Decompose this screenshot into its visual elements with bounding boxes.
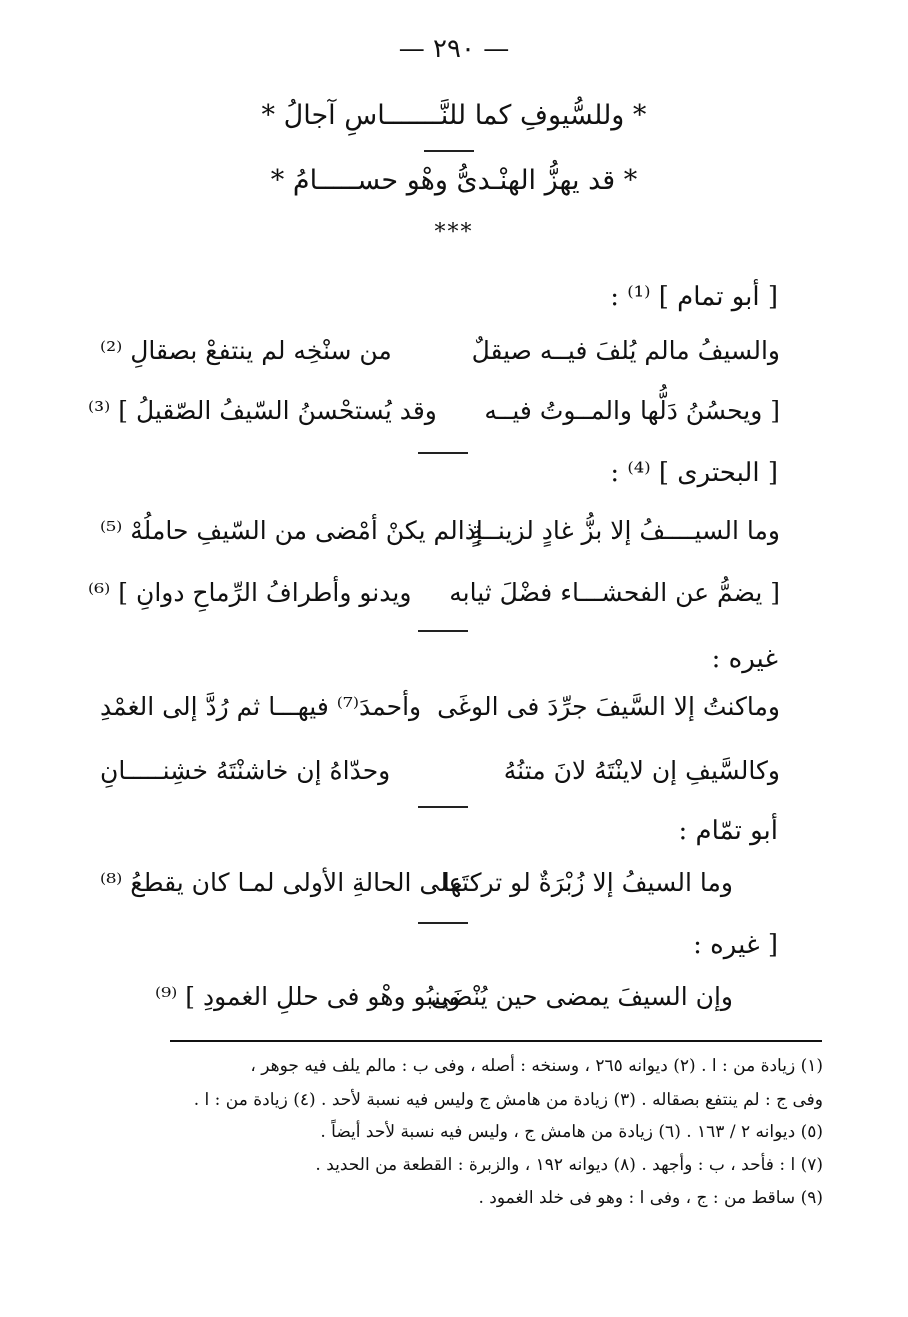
verse-5-second-hemistich: وأحمدَ⁽⁷⁾ فيهـــا ثم رُدَّ إلى الغمْدِ xyxy=(100,692,422,721)
page-number: — ٢٩٠ — xyxy=(398,34,510,64)
verse-3-second-hemistich: إذالم يكنْ أمْضى من السّيفِ حاملُهْ ⁽⁵⁾ xyxy=(100,516,483,545)
verse-2-first-hemistich: [ ويحسُنُ دَلُّها والمــوتُ فيــه xyxy=(484,396,780,425)
footnote-line-1: (١) زيادة من : ا . (٢) ديوانه ٢٦٥ ، وسنخه : أصله ، وفى ب : مالم يلف فيه جوهر ، xyxy=(250,1056,823,1076)
verse-8-second-hemistich: وينبُو وهْو فى حللِ الغمودِ ] ⁽⁹⁾ xyxy=(155,982,461,1011)
top-verse-line-2: * قد يهزُّ الهنْـدىُّ وهْو حســـــامُ * xyxy=(270,165,638,196)
section-heading-other: غيره : xyxy=(711,644,778,674)
verse-7-first-hemistich: وما السيفُ إلا زُبْرَةٌ لو تركتَها xyxy=(442,868,733,897)
verse-divider xyxy=(418,630,468,632)
verse-6-second-hemistich: وحدّاهُ إن خاشنْتَهُ خشِنـــــانِ xyxy=(100,756,391,785)
verse-2-second-hemistich: وقد يُستحْسنُ السّيفُ الصّقيلُ ] ⁽³⁾ xyxy=(88,396,437,425)
verse-6-first-hemistich: وكالسَّيفِ إن لاينْتَهُ لانَ متنُهُ xyxy=(503,756,780,785)
section-stars: *** xyxy=(434,220,474,245)
verse-1-first-hemistich: والسيفُ مالم يُلفَ فيــه صيقلٌ xyxy=(471,336,780,365)
verse-divider xyxy=(418,452,468,454)
footnote-line-2: وفى ج : لم ينتفع بصقاله . (٣) زيادة من هامش ج وليس فيه نسبة لأحد . (٤) زيادة من : ا . xyxy=(193,1090,823,1110)
section-heading-abu-tammam-2: أبو تمّام : xyxy=(678,816,778,846)
verse-4-first-hemistich: [ يضمُّ عن الفحشـــاء فضْلَ ثيابه xyxy=(449,578,780,607)
top-verse-line-1: * وللسُّيوفِ كما للنَّـــــــاسِ آجالُ * xyxy=(261,100,647,131)
verse-4-second-hemistich: ويدنو وأطرافُ الرِّماحِ دوانِ ] ⁽⁶⁾ xyxy=(88,578,412,607)
verse-3-first-hemistich: وما السيــــفُ إلا بزُّ غادٍ لزينــةٍ xyxy=(469,516,780,545)
footnote-separator xyxy=(170,1040,822,1042)
verse-8-first-hemistich: وإن السيفَ يمضى حين يُنْضَى xyxy=(430,982,733,1011)
footnote-line-5: (٩) ساقط من : ج ، وفى ا : وهو فى خلد الغمود . xyxy=(478,1188,823,1208)
section-heading-buhturi: [ البحترى ] ⁽⁴⁾ : xyxy=(610,458,778,488)
footnote-line-4: (٧) ا : فأحد ، ب : وأجهد . (٨) ديوانه ١٩٢ ، والزبرة : القطعة من الحديد . xyxy=(315,1155,823,1175)
section-heading-abu-tammam: [ أبو تمام ] ⁽¹⁾ : xyxy=(610,282,778,312)
verse-divider xyxy=(424,150,474,152)
verse-7-second-hemistich: على الحالةِ الأولى لمـا كان يقطعُ ⁽⁸⁾ xyxy=(100,868,464,897)
section-heading-other-2: [ غيره : xyxy=(693,930,778,960)
verse-divider xyxy=(418,922,468,924)
verse-5-first-hemistich: وماكنتُ إلا السَّيفَ جرِّدَ فى الوغَى xyxy=(437,692,780,721)
verse-1-second-hemistich: من سنْخِه لم ينتفعْ بصقالِ ⁽²⁾ xyxy=(100,336,392,365)
footnote-line-3: (٥) ديوانه ٢ / ١٦٣ . (٦) زيادة من هامش ج ، وليس فيه نسبة لأحد أيضاً . xyxy=(320,1122,823,1142)
verse-divider xyxy=(418,806,468,808)
